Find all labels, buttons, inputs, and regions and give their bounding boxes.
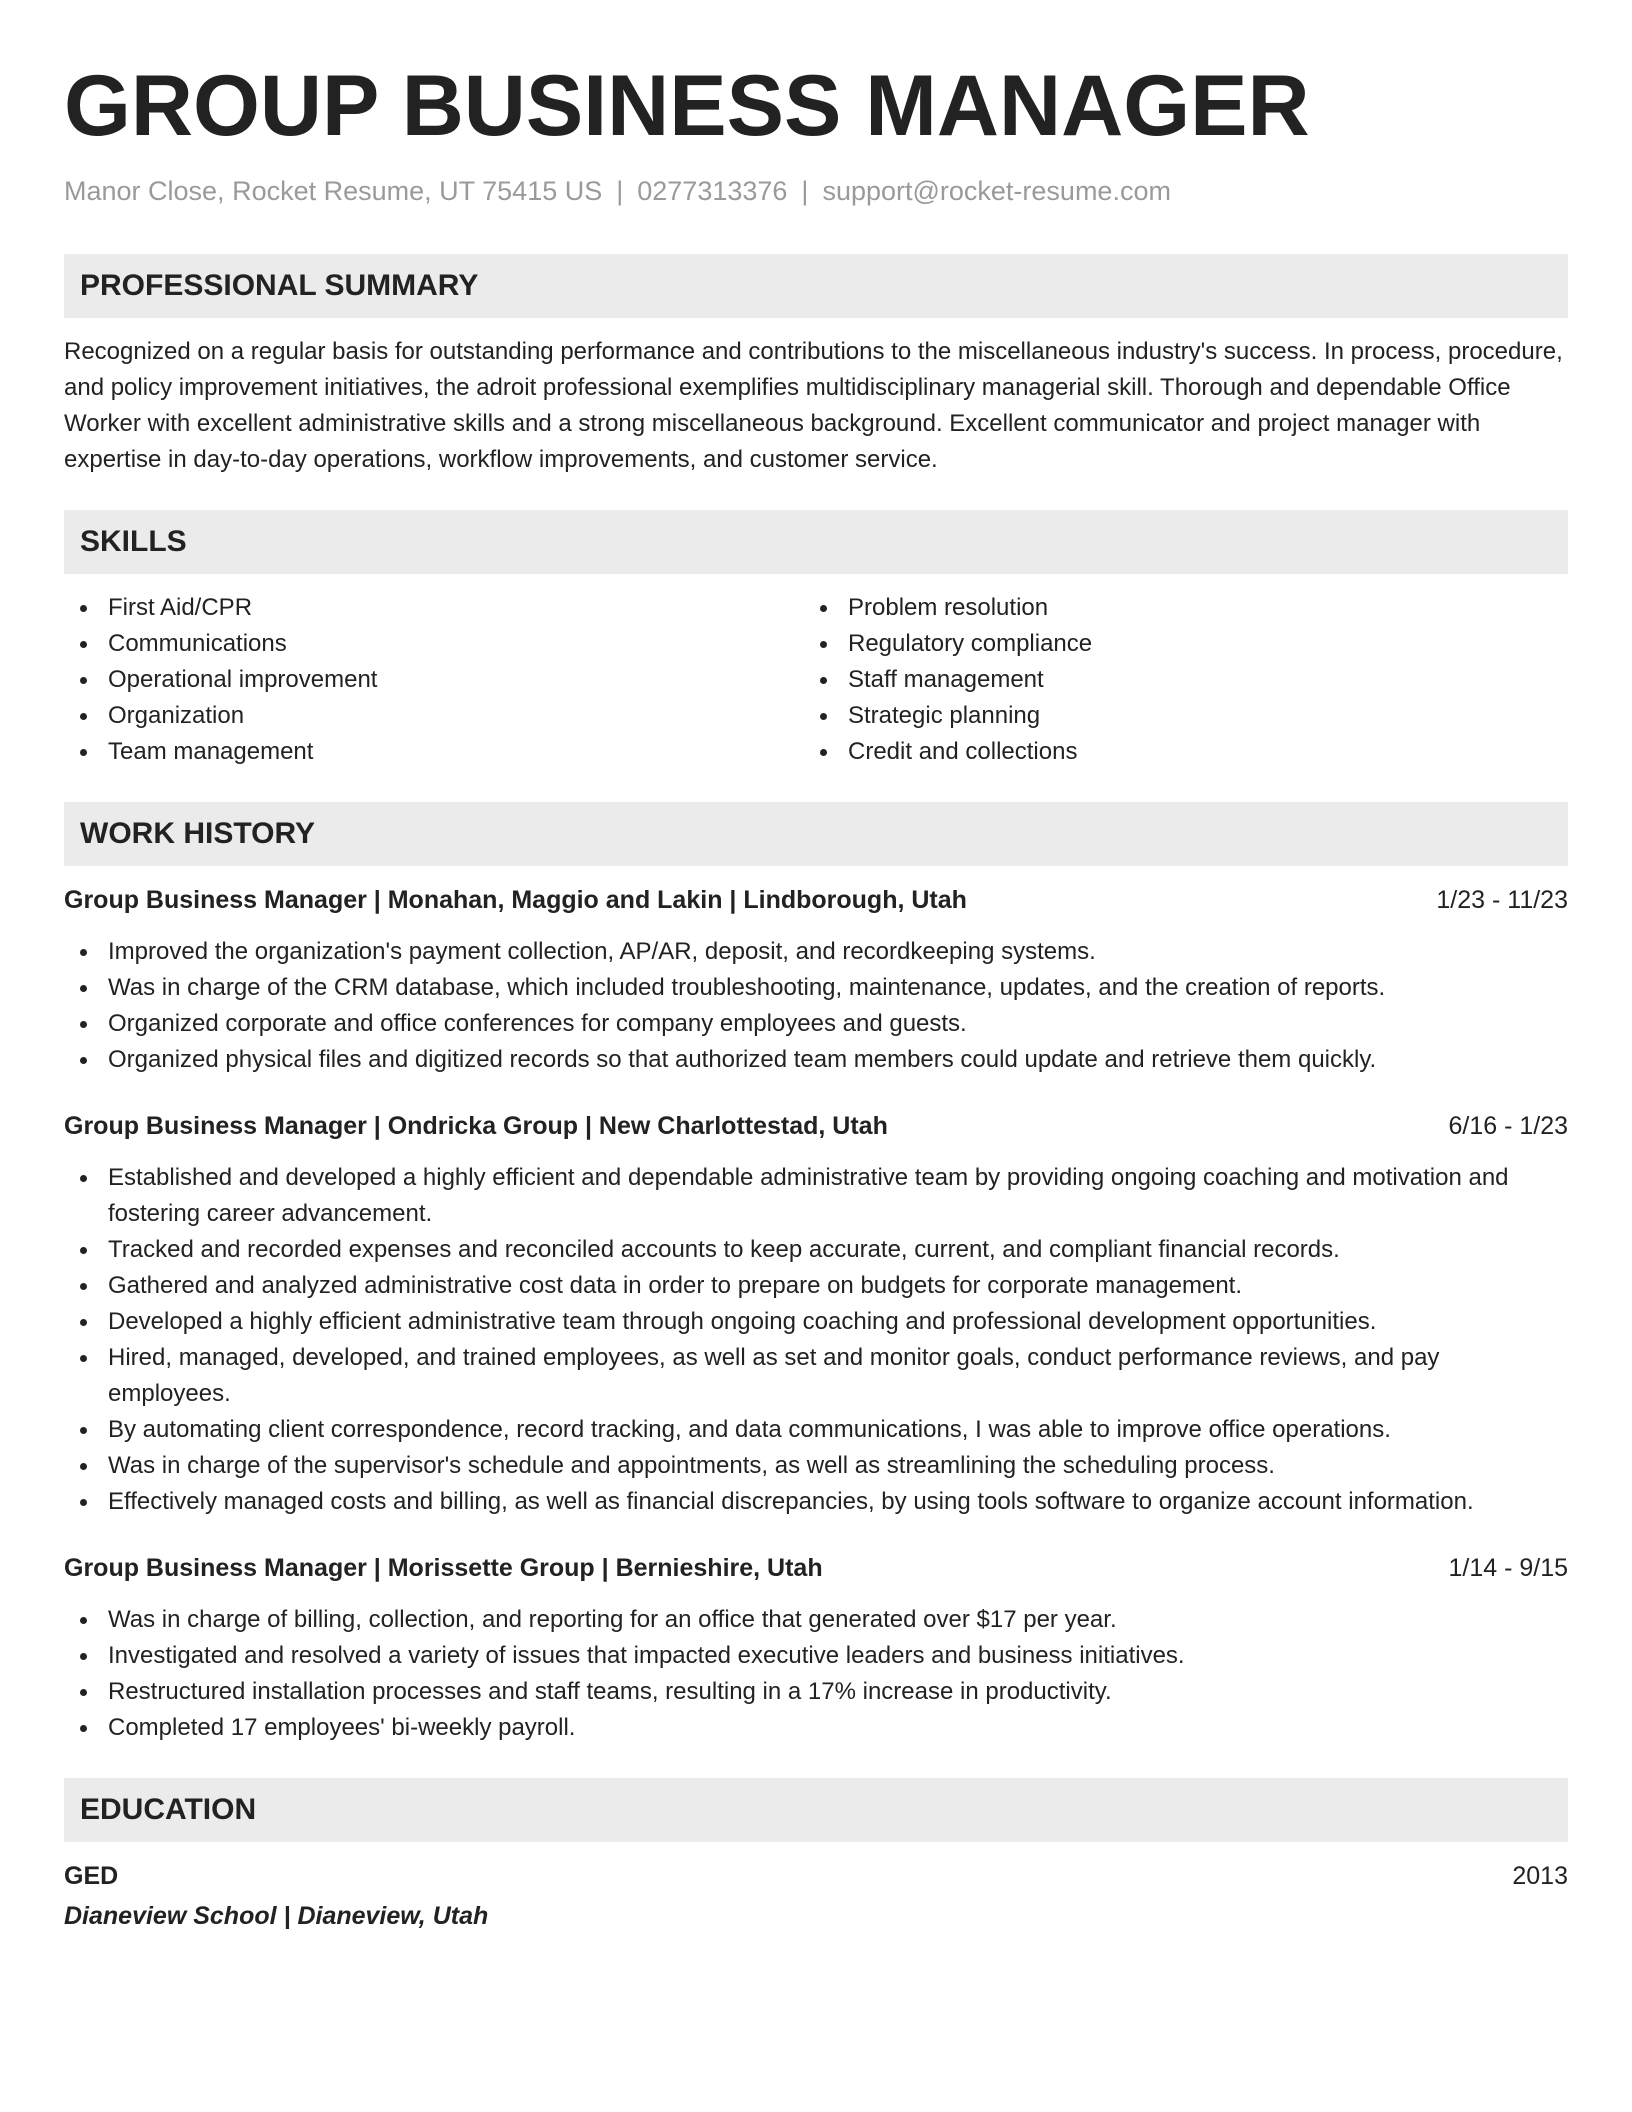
job-title: Group Business Manager | Morissette Group | Bernieshire, Utah (64, 1554, 823, 1582)
skill-item: Team management (64, 734, 804, 770)
job-dates: 6/16 - 1/23 (1448, 1112, 1568, 1140)
job-bullet: Was in charge of billing, collection, and reporting for an office that generated over $17 per year. (64, 1602, 1568, 1638)
job-bullet: Investigated and resolved a variety of issues that impacted executive leaders and business initiatives. (64, 1638, 1568, 1674)
section-header-education (64, 1778, 1568, 1842)
job-dates: 1/14 - 9/15 (1448, 1554, 1568, 1582)
job-header (64, 882, 1568, 918)
skill-item: Problem resolution (804, 590, 1544, 626)
job-bullet: Restructured installation processes and staff teams, resulting in a 17% increase in productivity. (64, 1674, 1568, 1710)
job-entry (64, 1550, 1568, 1746)
skill-item: Communications (64, 626, 804, 662)
contact-email: support@rocket-resume.com (822, 176, 1171, 206)
job-bullet: Established and developed a highly efficient and dependable administrative team by providing ongoing coaching and motivation and fostering career advancement. (64, 1160, 1568, 1232)
job-bullet: Developed a highly efficient administrative team through ongoing coaching and professional development opportunities. (64, 1304, 1568, 1340)
job-bullets (64, 1160, 1568, 1520)
job-bullet: Effectively managed costs and billing, as well as financial discrepancies, by using tools software to organize account information. (64, 1484, 1568, 1520)
job-bullet: Gathered and analyzed administrative cost data in order to prepare on budgets for corporate management. (64, 1268, 1568, 1304)
job-title: Group Business Manager | Ondricka Group | New Charlottestad, Utah (64, 1112, 888, 1140)
section-header-summary (64, 254, 1568, 318)
education-header (64, 1858, 1568, 1894)
job-header (64, 1108, 1568, 1144)
skill-item: Regulatory compliance (804, 626, 1544, 662)
contact-separator: | (801, 176, 809, 206)
section-header-work (64, 802, 1568, 866)
contact-line (64, 174, 1568, 208)
section-title-summary: PROFESSIONAL SUMMARY (80, 269, 479, 302)
section-title-skills: SKILLS (80, 525, 187, 558)
job-bullet: By automating client correspondence, record tracking, and data communications, I was able to improve office operations. (64, 1412, 1568, 1448)
job-bullet: Organized physical files and digitized records so that authorized team members could update and retrieve them quickly. (64, 1042, 1568, 1078)
skill-item: First Aid/CPR (64, 590, 804, 626)
job-title: Group Business Manager | Monahan, Maggio and Lakin | Lindborough, Utah (64, 886, 967, 914)
job-bullets (64, 934, 1568, 1078)
skill-item: Staff management (804, 662, 1544, 698)
section-title-education: EDUCATION (80, 1793, 257, 1826)
job-entry (64, 882, 1568, 1078)
job-entry (64, 1108, 1568, 1520)
job-dates: 1/23 - 11/23 (1436, 886, 1568, 914)
job-bullet: Completed 17 employees' bi-weekly payroll. (64, 1710, 1568, 1746)
contact-phone: 0277313376 (637, 176, 788, 206)
job-bullet: Improved the organization's payment collection, AP/AR, deposit, and recordkeeping systems. (64, 934, 1568, 970)
section-title-work: WORK HISTORY (80, 817, 316, 850)
section-header-skills (64, 510, 1568, 574)
skill-item: Organization (64, 698, 804, 734)
job-bullets (64, 1602, 1568, 1746)
job-bullet: Organized corporate and office conferences for company employees and guests. (64, 1006, 1568, 1042)
education-entry (64, 1858, 1568, 1934)
skills-list (64, 590, 1568, 770)
skill-item: Operational improvement (64, 662, 804, 698)
education-school: Dianeview School | Dianeview, Utah (64, 1902, 489, 1930)
skill-item: Strategic planning (804, 698, 1544, 734)
contact-separator: | (616, 176, 624, 206)
education-degree: GED (64, 1862, 119, 1890)
resume-name: GROUP BUSINESS MANAGER (64, 58, 1310, 154)
skill-item: Credit and collections (804, 734, 1544, 770)
job-header (64, 1550, 1568, 1586)
summary-text: Recognized on a regular basis for outstanding performance and contributions to the miscellaneous industry's success. In process, procedure, and policy improvement initiatives, the adroit professional exemplifies multidisciplinary managerial skill. Thorough and dependable Office Worker with excellent administrative skills and a strong miscellaneous background. Excellent communicator and project manager with expertise in day-to-day operations, workflow improvements, and customer service. (64, 338, 1563, 473)
skills-column-left (64, 590, 804, 770)
job-bullet: Tracked and recorded expenses and reconciled accounts to keep accurate, current, and compliant financial records. (64, 1232, 1568, 1268)
job-bullet: Hired, managed, developed, and trained employees, as well as set and monitor goals, conduct performance reviews, and pay employees. (64, 1340, 1568, 1412)
job-bullet: Was in charge of the CRM database, which included troubleshooting, maintenance, updates, and the creation of reports. (64, 970, 1568, 1006)
contact-address: Manor Close, Rocket Resume, UT 75415 US (64, 176, 603, 206)
skills-column-right (804, 590, 1544, 770)
education-year: 2013 (1512, 1862, 1568, 1890)
job-bullet: Was in charge of the supervisor's schedule and appointments, as well as streamlining the scheduling process. (64, 1448, 1568, 1484)
